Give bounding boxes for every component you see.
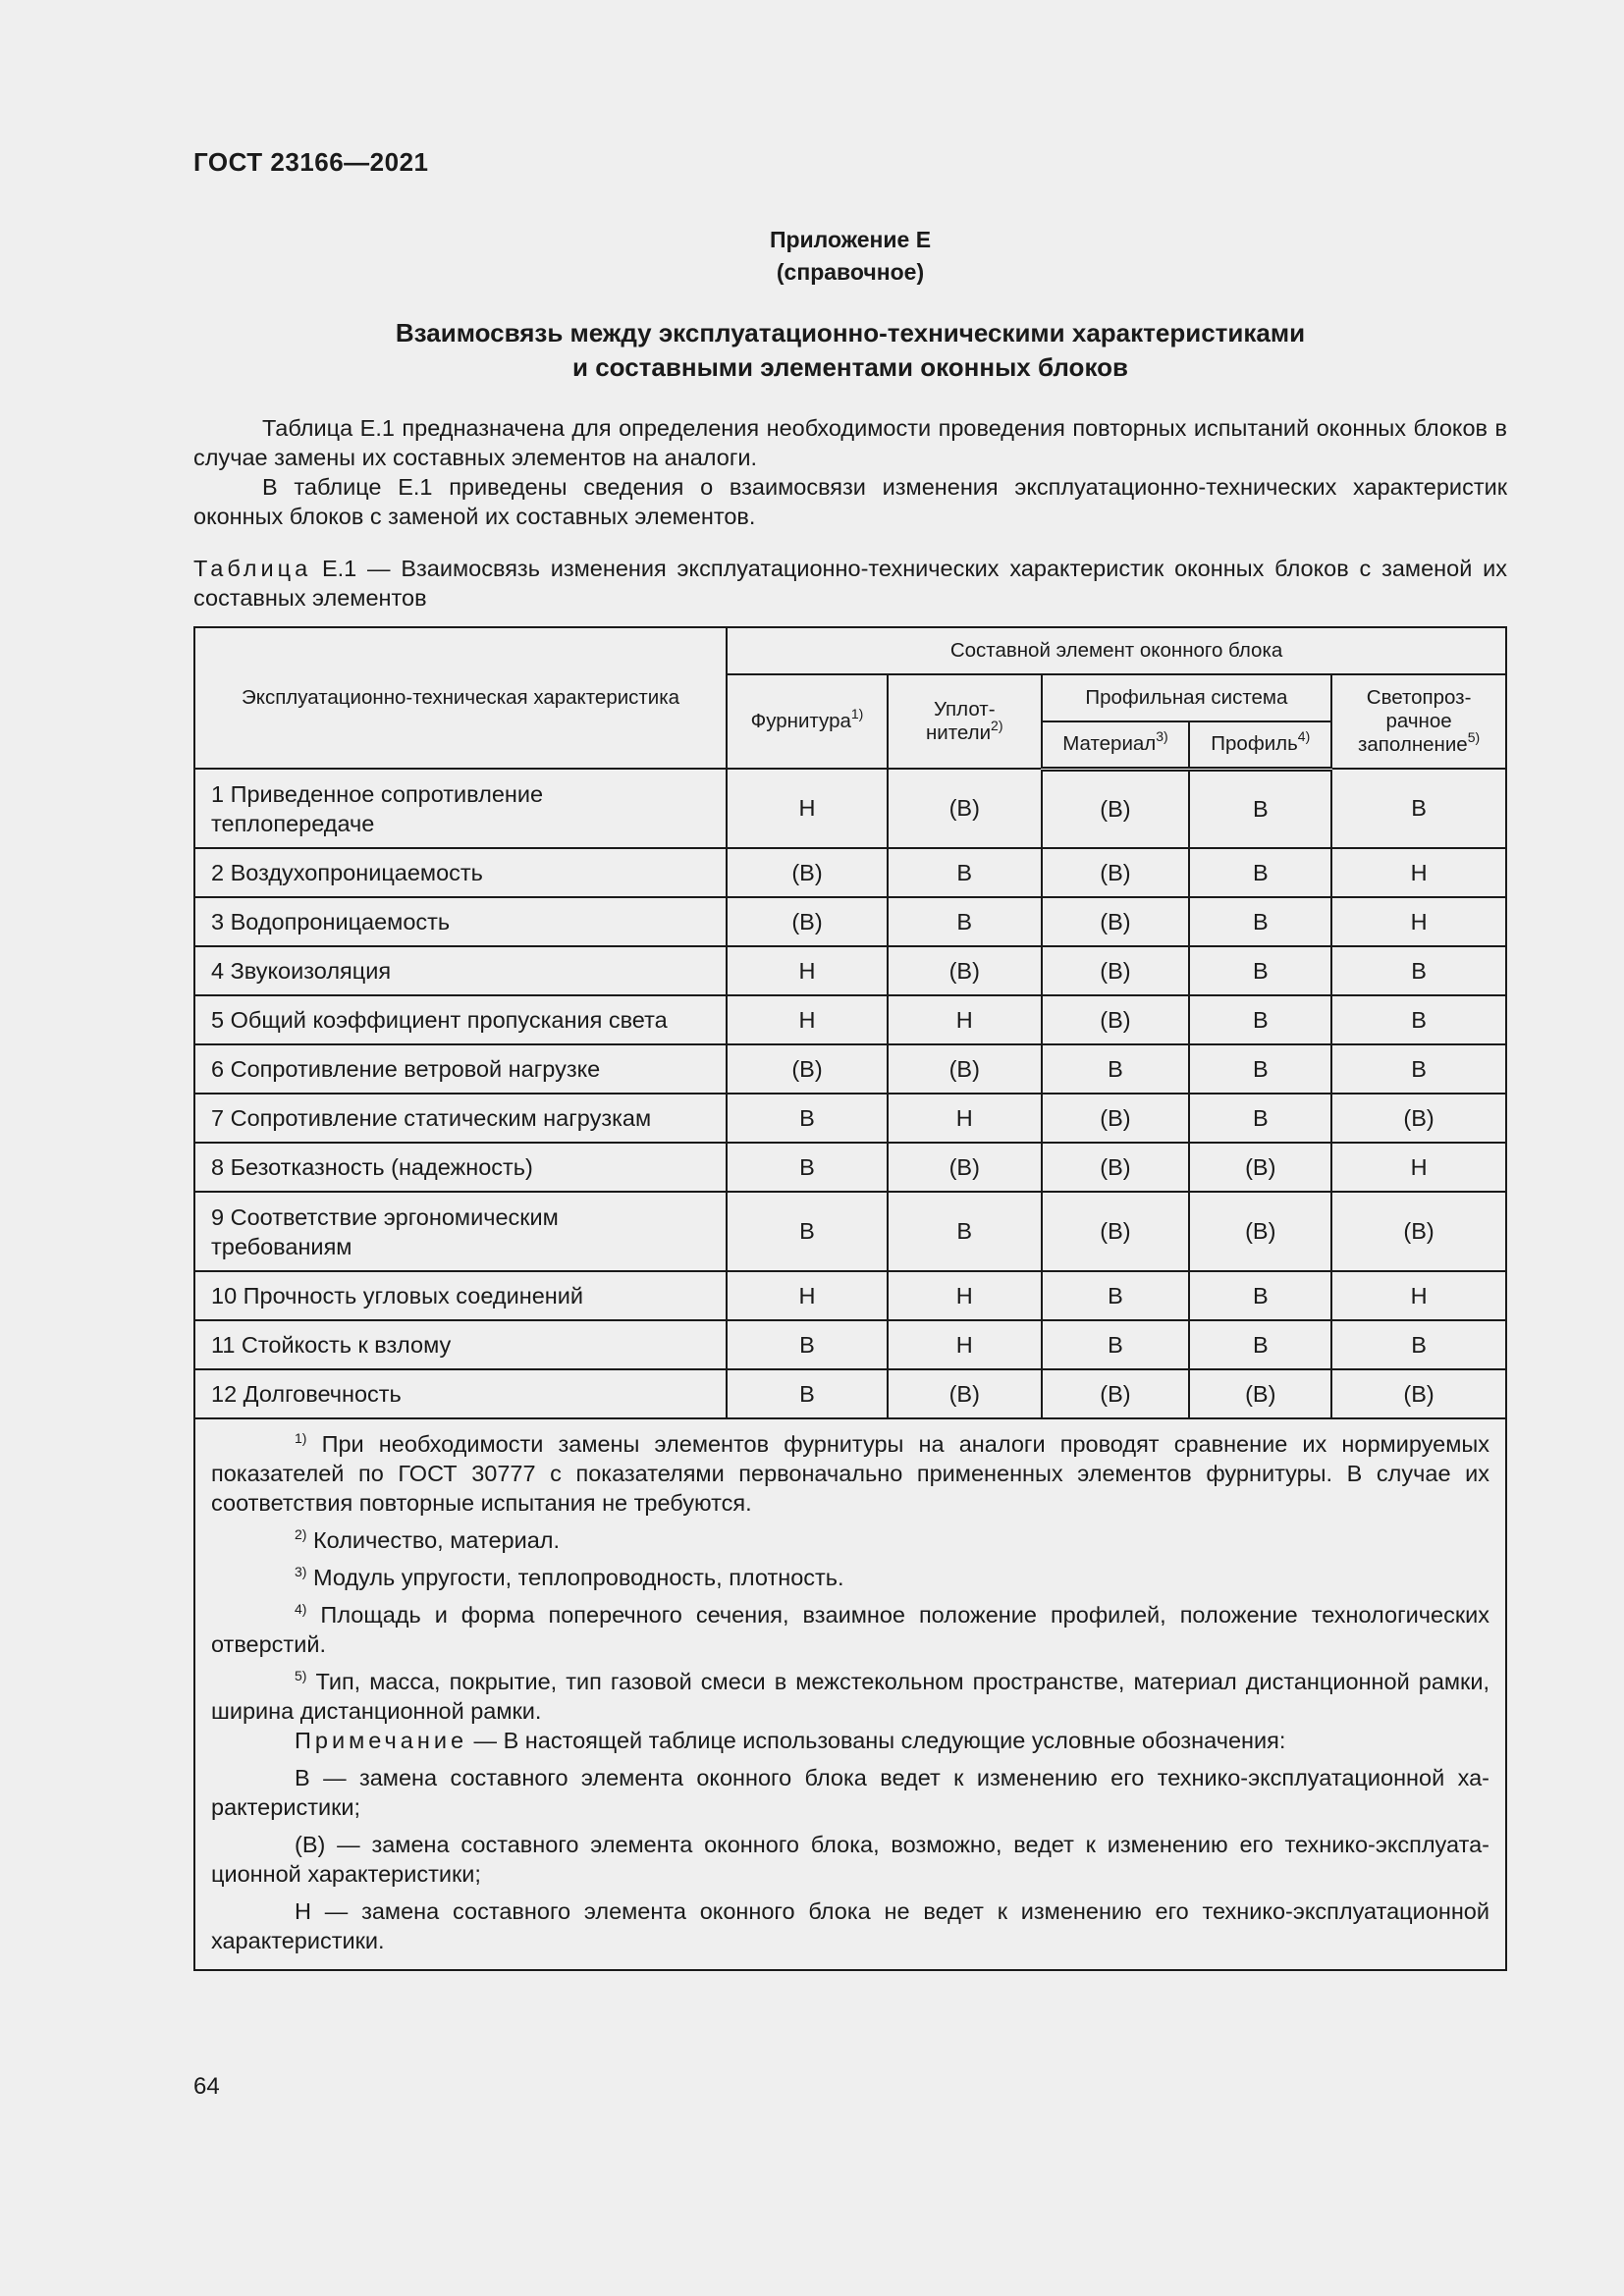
table-row — [194, 1320, 1506, 1369]
table-cell: В — [727, 1320, 888, 1369]
characteristic-name: 2 Воздухопроницаемость — [194, 848, 727, 897]
table-row — [194, 1044, 1506, 1094]
table-cell: (В) — [888, 1044, 1042, 1094]
characteristic-name: 3 Водопроницаемость — [194, 897, 727, 946]
characteristic-name: 6 Сопротивление ветровой нагрузке — [194, 1044, 727, 1094]
table-cell: (В) — [1042, 946, 1190, 995]
characteristic-name: 11 Стойкость к взлому — [194, 1320, 727, 1369]
footnote-text: При необходимости замены элементов фурнитуры на аналоги проводят сравнение их нормируемых показателей по ГОСТ 30777 с показателями первоначально примененных элементов фурнитуры. В случае их соответствия повторные испытания не требуются. — [211, 1431, 1489, 1516]
header-seals: Уплот- нители$^{2)}$ — [888, 674, 1042, 769]
table-cell: В — [1189, 1320, 1331, 1369]
table-cell: В — [1331, 1044, 1506, 1094]
characteristic-name: 8 Безотказность (надежность) — [194, 1143, 727, 1192]
note-item: Н — замена составного элемента оконного блока не ведет к изменению его технико-эксплуатационной характеристики. — [211, 1898, 1489, 1953]
table-cell: Н — [727, 946, 888, 995]
characteristic-name: 12 Долговечность — [194, 1369, 727, 1418]
table-cell: (В) — [1331, 1369, 1506, 1418]
table-cell: В — [1331, 946, 1506, 995]
table-cell: В — [1189, 1044, 1331, 1094]
table-row — [194, 1271, 1506, 1320]
table-cell: (В) — [1042, 1094, 1190, 1143]
characteristic-name: 7 Сопротивление статическим нагрузкам — [194, 1094, 727, 1143]
table-cell: В — [1189, 848, 1331, 897]
footnote-ref: 4) — [1297, 728, 1311, 745]
table-cell: (В) — [1331, 1192, 1506, 1271]
title-line-2: и составными элементами оконных блоков — [572, 352, 1128, 382]
characteristic-name: 10 Прочность угловых соединений — [194, 1271, 727, 1320]
table-cell: В — [727, 1094, 888, 1143]
header-profile-system: Профильная система — [1042, 674, 1332, 721]
footnotes-list — [211, 1429, 1489, 1726]
table-cell: В — [1042, 1271, 1190, 1320]
table-caption-label: Таблица — [193, 556, 312, 581]
table-cell: Н — [1331, 897, 1506, 946]
footnote — [211, 1525, 1489, 1555]
table-cell: (В) — [1331, 1094, 1506, 1143]
table-row — [194, 1143, 1506, 1192]
table-cell: Н — [727, 1271, 888, 1320]
page-number: 64 — [193, 2073, 220, 2100]
table-cell: (В) — [888, 1369, 1042, 1418]
note-items — [211, 1763, 1489, 1955]
footnote-mark: 4) — [295, 1601, 307, 1617]
table-row — [194, 995, 1506, 1044]
table-cell: В — [888, 897, 1042, 946]
table-cell: (В) — [1189, 1143, 1331, 1192]
characteristic-name: 9 Соответствие эргономическим требованиям — [194, 1192, 727, 1271]
table-cell: (В) — [1042, 848, 1190, 897]
table-cell: (В) — [1042, 897, 1190, 946]
footnote-mark: 3) — [295, 1564, 307, 1579]
characteristic-name: 5 Общий коэффициент пропускания света — [194, 995, 727, 1044]
footnote-text: Площадь и форма поперечного сечения, взаимное положение профилей, положение технологических отверстий. — [211, 1602, 1489, 1657]
footnote — [211, 1563, 1489, 1592]
note-item: (В) — замена составного элемента оконного блока, возможно, ведет к изменению его технико-эксплуатационной характеристики; — [211, 1832, 1489, 1887]
table-cell: В — [1189, 995, 1331, 1044]
table-cell: Н — [727, 995, 888, 1044]
table-cell: (В) — [727, 1044, 888, 1094]
table-cell: В — [888, 1192, 1042, 1271]
table-cell: (В) — [1189, 1369, 1331, 1418]
characteristic-name: 4 Звукоизоляция — [194, 946, 727, 995]
characteristics-table — [193, 626, 1507, 1971]
table-cell: Н — [1331, 1271, 1506, 1320]
table-cell: (В) — [727, 848, 888, 897]
table-cell: Н — [888, 1094, 1042, 1143]
table-cell: (В) — [1189, 1192, 1331, 1271]
table-cell: В — [727, 1143, 888, 1192]
table-row — [194, 946, 1506, 995]
footnote-ref: 3) — [1156, 728, 1168, 745]
table-row — [194, 897, 1506, 946]
footnote-ref: 5) — [1467, 729, 1481, 745]
table-cell: Н — [727, 769, 888, 848]
table-notes — [194, 1418, 1506, 1970]
table-cell: В — [1331, 769, 1506, 848]
table-cell: В — [888, 848, 1042, 897]
table-row — [194, 1094, 1506, 1143]
table-cell: В — [1189, 946, 1331, 995]
table-cell: В — [1189, 1271, 1331, 1320]
footnote-mark: 1) — [295, 1430, 307, 1446]
footnote-text: Модуль упругости, теплопроводность, плотность. — [306, 1565, 844, 1590]
table-cell: (В) — [888, 769, 1042, 848]
table-cell: (В) — [1042, 769, 1190, 848]
header-component-group: Составной элемент оконного блока — [727, 627, 1506, 674]
table-cell: Н — [1331, 1143, 1506, 1192]
footnote — [211, 1600, 1489, 1659]
table-cell: (В) — [727, 897, 888, 946]
table-cell: (В) — [888, 1143, 1042, 1192]
table-cell: (В) — [888, 946, 1042, 995]
note-heading: Примечание — В настоящей таблице использованы следующие условные обозначения: — [295, 1728, 1286, 1753]
title-line-1: Взаимосвязь между эксплуатационно-техническими характеристиками — [395, 318, 1306, 347]
note-item: В — замена составного элемента оконного блока ведет к изменению его технико-эксплуатационной характеристики; — [211, 1765, 1489, 1820]
table-row — [194, 769, 1506, 848]
table-caption-text: Е.1 — Взаимосвязь изменения эксплуатационно-технических характеристик оконных блоков с заменой их составных элементов — [193, 556, 1508, 611]
table-cell: В — [1189, 1094, 1331, 1143]
header-glazing: Светопроз- рачное заполнение$^{5)}$ — [1331, 674, 1506, 769]
table-cell: В — [727, 1369, 888, 1418]
table-cell: Н — [1331, 848, 1506, 897]
appendix-title — [193, 316, 1507, 385]
footnote-text: Тип, масса, покрытие, тип газовой смеси в межстекольном пространстве, материал дистанционной рамки, ширина дистанционной рамки. — [211, 1669, 1489, 1724]
appendix-heading — [193, 224, 1507, 289]
footnote-ref: 1) — [850, 706, 864, 721]
table-cell: В — [1042, 1320, 1190, 1369]
table-cell: В — [1331, 1320, 1506, 1369]
table-cell: Н — [888, 995, 1042, 1044]
intro-paragraph-1: Таблица Е.1 предназначена для определения необходимости проведения повторных испытаний оконных блоков в случае замены их составных элементов на аналоги. — [193, 415, 1507, 470]
intro-paragraph-2: В таблице Е.1 приведены сведения о взаимосвязи изменения эксплуатационно-технических характеристик оконных блоков с заменой их составных элементов. — [193, 474, 1507, 529]
table-cell: (В) — [1042, 1143, 1190, 1192]
appendix-label: Приложение Е — [769, 227, 932, 252]
table-cell: Н — [888, 1320, 1042, 1369]
footnote-mark: 2) — [295, 1526, 307, 1542]
characteristic-name: 1 Приведенное сопротивление теплопередаче — [194, 769, 727, 848]
header-material: Материал$^{3)}$ — [1042, 721, 1190, 769]
table-cell: (В) — [1042, 1192, 1190, 1271]
table-cell: (В) — [1042, 995, 1190, 1044]
header-profile: Профиль$^{4)}$ — [1189, 721, 1331, 769]
appendix-type: (справочное) — [776, 259, 925, 285]
table-cell: В — [1189, 769, 1331, 848]
intro-text — [193, 413, 1507, 531]
footnote — [211, 1429, 1489, 1518]
table-cell: В — [1189, 897, 1331, 946]
table-cell: В — [727, 1192, 888, 1271]
header-characteristic: Эксплуатационно-техническая характеристика — [194, 627, 727, 769]
table-body — [194, 769, 1506, 1418]
table-caption — [193, 554, 1507, 613]
footnote-text: Количество, материал. — [306, 1527, 561, 1553]
footnote-ref: 2) — [991, 718, 1003, 733]
table-row — [194, 1369, 1506, 1418]
table-cell: Н — [888, 1271, 1042, 1320]
table-cell: (В) — [1042, 1369, 1190, 1418]
footnote — [211, 1667, 1489, 1726]
table-cell: В — [1042, 1044, 1190, 1094]
table-row — [194, 848, 1506, 897]
document-code: ГОСТ 23166—2021 — [193, 147, 429, 177]
header-furnitura: Фурнитура$^{1)}$ — [727, 674, 888, 769]
footnote-mark: 5) — [295, 1668, 307, 1683]
table-row — [194, 1192, 1506, 1271]
table-cell: В — [1331, 995, 1506, 1044]
